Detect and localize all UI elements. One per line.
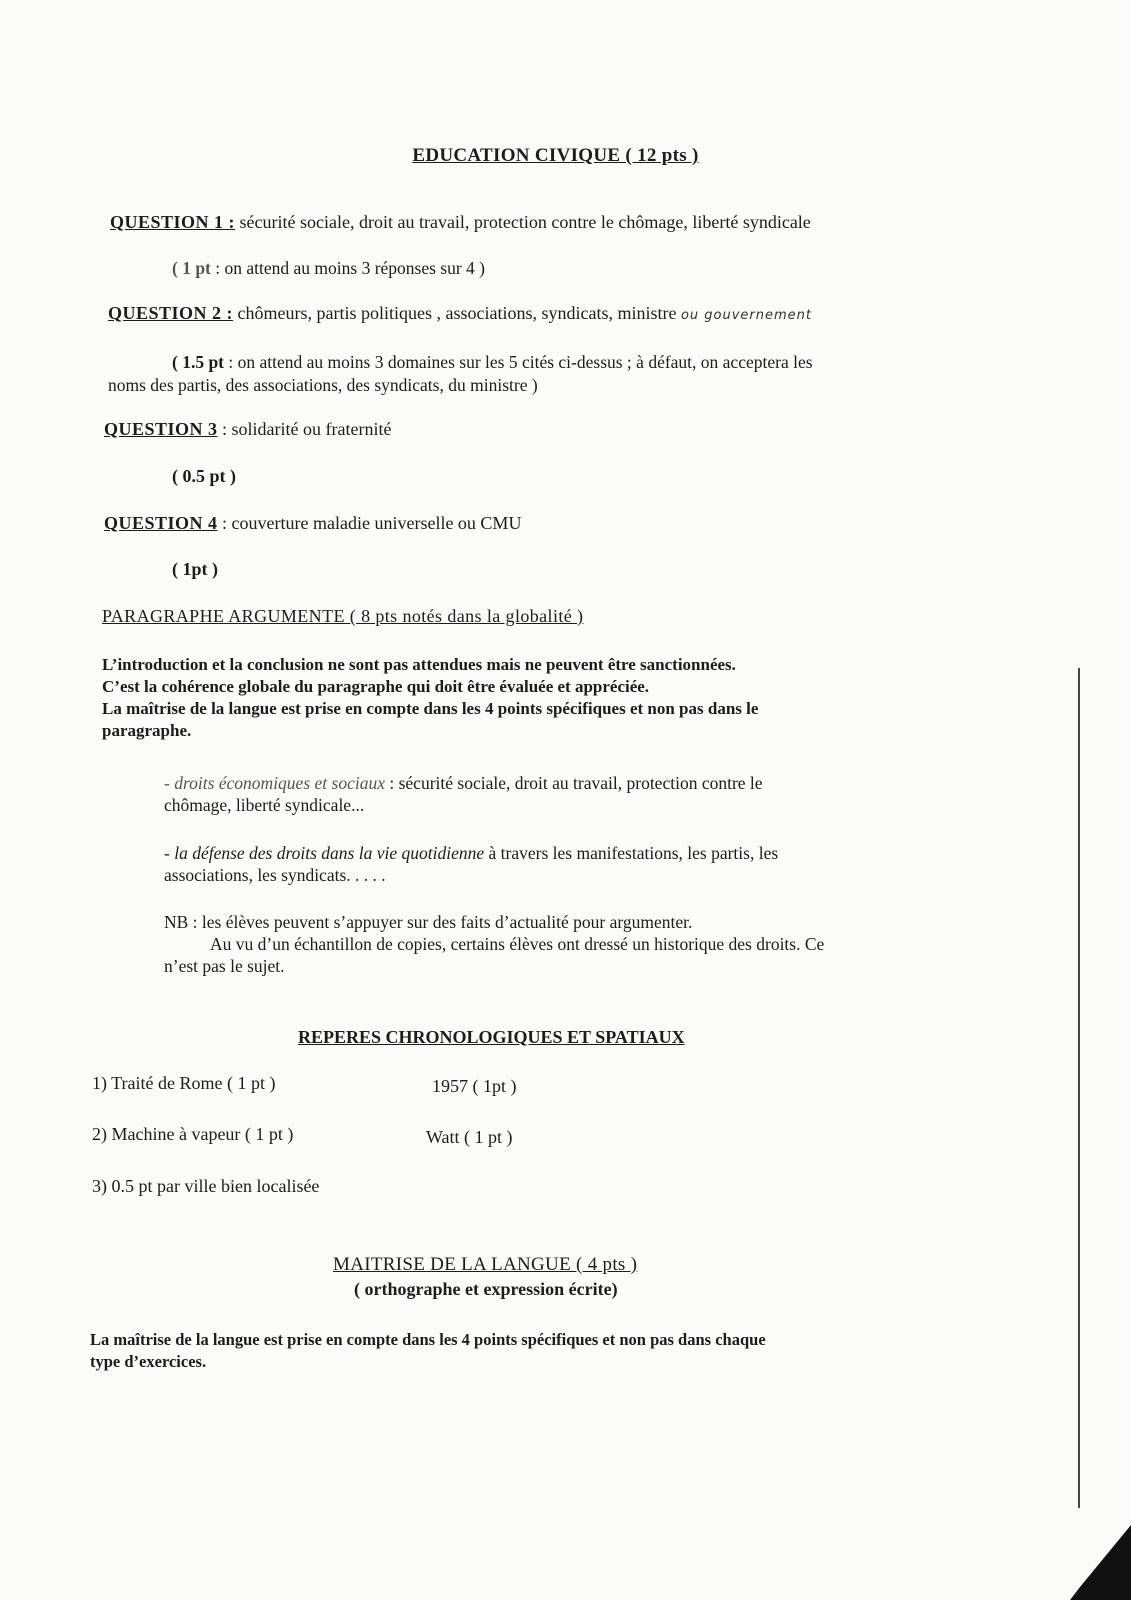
langue-text-line-1: La maîtrise de la langue est prise en compte dans les 4 points spécifiques et non pas dans chaque [90,1330,766,1349]
reperes-item-2-right: Watt ( 1 pt ) [426,1127,513,1147]
nb-line-1: NB : les élèves peuvent s’appuyer sur des faits d’actualité pour argumenter. [164,912,693,932]
reperes-item-1-left: 1) Traité de Rome ( 1 pt ) [92,1073,276,1093]
point-2-text-2: associations, les syndicats. . . . . [164,865,386,885]
paragraph-point-1 [164,772,763,816]
langue-subtitle: ( orthographe et expression écrite) [354,1279,618,1299]
question-3 [104,419,391,440]
question-2-label: QUESTION 2 : [108,303,234,323]
page-edge-shadow [1078,668,1080,1508]
paragraph-point-2 [164,842,778,886]
paragraph-intro-line-3: La maîtrise de la langue est prise en compte dans les 4 points spécifiques et non pas dans le [102,699,759,718]
question-1-points: ( 1 pt [172,258,211,278]
nb-note [164,911,824,977]
point-2-title: - la défense des droits dans la vie quotidienne [164,843,485,863]
question-4-grading: ( 1pt ) [172,559,218,579]
paragraph-intro-line-1: L’introduction et la conclusion ne sont pas attendues mais ne peuvent être sanctionnées. [102,655,736,674]
point-2-text-1: à travers les manifestations, les partis, les [484,843,779,863]
point-1-text-2: chômage, liberté syndicale... [164,795,365,815]
reperes-item-1-right: 1957 ( 1pt ) [432,1076,517,1096]
question-1-grading [172,258,485,279]
reperes-title: REPERES CHRONOLOGIQUES ET SPATIAUX [298,1027,685,1047]
reperes-item-2-left: 2) Machine à vapeur ( 1 pt ) [92,1124,294,1144]
question-2-points: ( 1.5 pt [172,352,225,372]
question-1-label: QUESTION 1 : [110,212,236,232]
langue-text [90,1329,766,1373]
nb-line-3: n’est pas le sujet. [164,956,285,976]
point-1-text-1: : sécurité sociale, droit au travail, protection contre le [384,773,763,793]
question-1 [110,212,811,233]
point-1-title: - droits économiques et sociaux [164,773,385,793]
paragraph-intro-line-2: C’est la cohérence globale du paragraphe qui doit être évaluée et appréciée. [102,677,650,696]
nb-line-2: Au vu d’un échantillon de copies, certains élèves ont dressé un historique des droits. Ce [210,934,825,954]
question-4-label: QUESTION 4 [104,513,218,533]
question-1-answer: sécurité sociale, droit au travail, protection contre le chômage, liberté syndicale [235,212,811,232]
langue-text-line-2: type d’exercices. [90,1352,207,1371]
question-1-grading-text: : on attend au moins 3 réponses sur 4 ) [210,258,486,278]
question-2-grading-line1 [172,352,813,373]
reperes-item-3: 3) 0.5 pt par ville bien localisée [92,1176,320,1196]
langue-title: MAITRISE DE LA LANGUE ( 4 pts ) [333,1254,638,1275]
question-2-grading-line2: noms des partis, des associations, des syndicats, du ministre ) [108,375,538,395]
page-corner-fold [1040,1525,1131,1600]
question-3-grading: ( 0.5 pt ) [172,466,236,486]
question-4 [104,513,521,534]
paragraph-intro-line-4: paragraphe. [102,721,192,740]
question-3-label: QUESTION 3 [104,419,218,439]
question-2-answer: chômeurs, partis politiques , associations, syndicats, ministre [233,303,677,323]
paragraph-instructions [102,654,758,742]
question-2 [108,303,812,324]
question-4-answer: : couverture maladie universelle ou CMU [217,513,522,533]
handwritten-note: ou gouvernement [680,308,813,323]
civic-title: EDUCATION CIVIQUE ( 12 pts ) [412,145,699,166]
paragraph-title: PARAGRAPHE ARGUMENTE ( 8 pts notés dans la globalité ) [102,606,584,626]
question-3-answer: : solidarité ou fraternité [217,419,392,439]
question-2-grading-text-1: : on attend au moins 3 domaines sur les 5 cités ci-dessus ; à défaut, on acceptera les [224,352,813,372]
